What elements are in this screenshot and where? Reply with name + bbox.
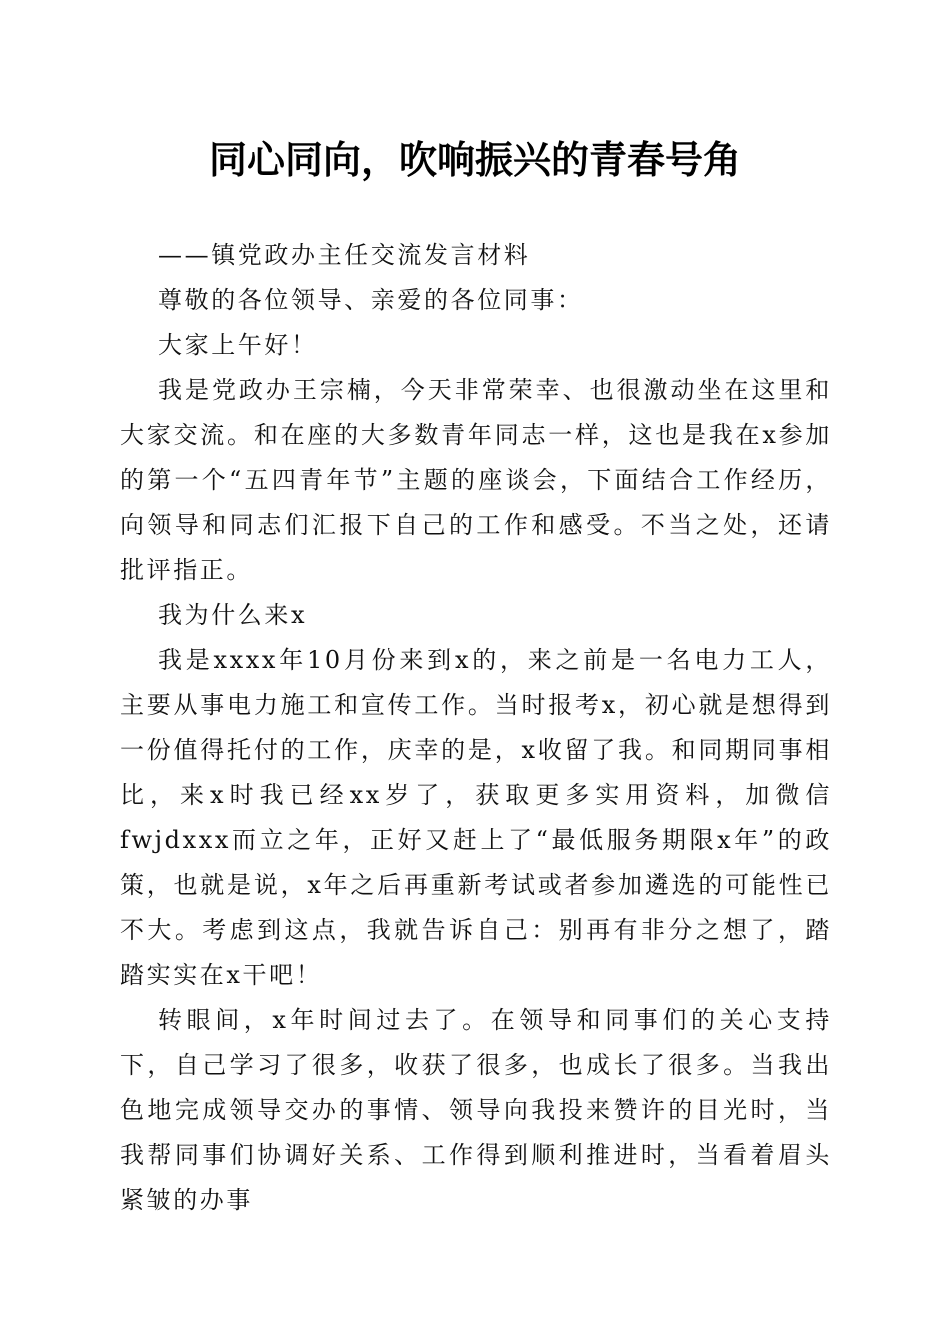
greeting-paragraph: 大家上午好！ — [158, 331, 318, 359]
subtitle-paragraph: ——镇党政办主任交流发言材料 — [158, 241, 531, 269]
reflection-paragraph: 转眼间，x年时间过去了。在领导和同事们的关心支持下，自己学习了很多，收获了很多，也成长了很多。当我出色地完成领导交办的事情、领导向我投来赞许的目光时，当我帮同事们协调好关系、工作得到顺利推进时，当看着眉头紧皱的办事 — [120, 1006, 832, 1214]
background-paragraph: 我是xxxx年10月份来到x的，来之前是一名电力工人，主要从事电力施工和宣传工作。当时报考x，初心就是想得到一份值得托付的工作，庆幸的是，x收留了我。和同期同事相比，来x时我已经xx岁了，获取更多实用资料，加微信fwjdxxx而立之年，正好又赶上了“最低服务期限x年”的政策，也就是说，x年之后再重新考试或者参加遴选的可能性已不大。考虑到这点，我就告诉自己：别再有非分之想了，踏踏实实在x干吧！ — [120, 646, 832, 989]
salutation-paragraph: 尊敬的各位领导、亲爱的各位同事： — [158, 286, 584, 314]
document-title: 同心同向，吹响振兴的青春号角 — [208, 137, 741, 182]
section-heading: 我为什么来x — [158, 601, 308, 629]
document-body — [120, 233, 832, 1223]
intro-paragraph: 我是党政办王宗楠，今天非常荣幸、也很激动坐在这里和大家交流。和在座的大多数青年同志一样，这也是我在x参加的第一个“五四青年节”主题的座谈会，下面结合工作经历，向领导和同志们汇报下自己的工作和感受。不当之处，还请批评指正。 — [120, 376, 832, 584]
